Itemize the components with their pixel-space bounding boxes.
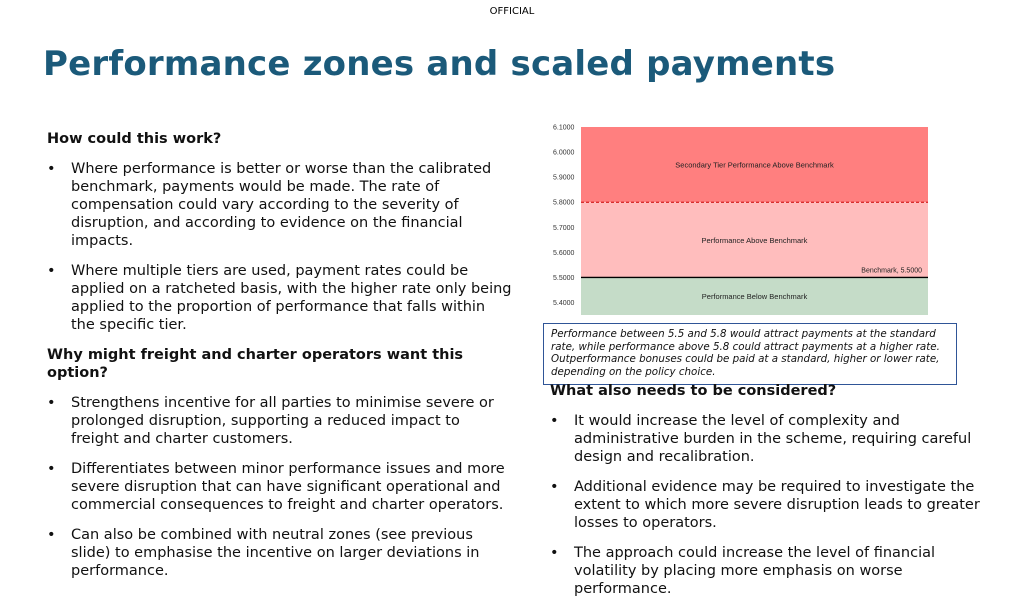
list-item — [47, 160, 512, 250]
list-item — [47, 394, 512, 448]
list-item-text: Where performance is better or worse than the calibrated benchmark, payments would be made. The rate of compensation could vary according to the severity of disruption, and according to evidence on the financial impacts. — [71, 161, 492, 249]
bullet-icon: • — [550, 479, 559, 495]
list-item-text: The approach could increase the level of financial volatility by placing more emphasis on worse performance. — [574, 545, 936, 597]
bullet-icon: • — [47, 395, 56, 411]
considerations-bullet-list — [550, 412, 990, 598]
list-item — [550, 544, 990, 598]
list-item-text: Where multiple tiers are used, payment rates could be applied on a ratcheted basis, with the higher rate only being applied to the proportion of performance that falls within the specific tier. — [71, 263, 512, 333]
why-bullet-list — [47, 394, 512, 580]
considerations-heading: What also needs to be considered? — [550, 383, 837, 399]
zone-label: Performance Below Benchmark — [701, 292, 808, 302]
how-heading: How could this work? — [47, 131, 222, 147]
why-heading: Why might freight and charter operators want this option? — [47, 347, 464, 381]
bullet-icon: • — [47, 263, 56, 279]
classification-label: OFFICIAL — [489, 6, 535, 17]
y-tick-label: 5.7000 — [553, 224, 575, 232]
right-column — [550, 382, 990, 610]
bullet-icon: • — [47, 527, 56, 543]
list-item — [47, 526, 512, 580]
y-tick-label: 6.0000 — [553, 149, 575, 157]
y-tick-label: 6.1000 — [553, 124, 575, 132]
bullet-icon: • — [47, 461, 56, 477]
list-item-text: Strengthens incentive for all parties to minimise severe or prolonged disruption, supporting a reduced impact to freight and charter customers. — [71, 395, 494, 447]
list-item-text: Differentiates between minor performance issues and more severe disruption that can have significant operational and commercial consequences to freight and charter operators. — [71, 461, 505, 513]
zone-label: Performance Above Benchmark — [701, 235, 808, 245]
y-tick-label: 5.8000 — [553, 199, 575, 207]
benchmark-label: Benchmark, 5.5000 — [861, 267, 922, 275]
list-item-text: It would increase the level of complexity and administrative burden in the scheme, requiring careful design and recalibration. — [574, 413, 972, 465]
chart-svg — [548, 120, 938, 320]
bullet-icon: • — [550, 545, 559, 561]
performance-zones-chart — [548, 120, 938, 320]
bullet-icon: • — [47, 161, 56, 177]
list-item — [47, 262, 512, 334]
how-bullet-list — [47, 160, 512, 334]
list-item — [550, 412, 990, 466]
left-column — [47, 130, 512, 592]
y-tick-label: 5.4000 — [553, 299, 575, 307]
page-title: Performance zones and scaled payments — [43, 44, 836, 84]
zone-label: Secondary Tier Performance Above Benchmark — [675, 160, 834, 170]
list-item — [550, 478, 990, 532]
bullet-icon: • — [550, 413, 559, 429]
y-tick-label: 5.6000 — [553, 249, 575, 257]
list-item-text: Additional evidence may be required to investigate the extent to which more severe disruption leads to greater losses to operators. — [574, 479, 980, 531]
chart-caption: Performance between 5.5 and 5.8 would attract payments at the standard rate, while performance above 5.8 could attract payments at a higher rate. Outperformance bonuses could be paid at a standard, higher or lower rate, depending on the policy choice. — [543, 323, 957, 385]
y-tick-label: 5.9000 — [553, 174, 575, 182]
list-item — [47, 460, 512, 514]
list-item-text: Can also be combined with neutral zones (see previous slide) to emphasise the incentive on larger deviations in performance. — [71, 527, 480, 579]
y-tick-label: 5.5000 — [553, 274, 575, 282]
